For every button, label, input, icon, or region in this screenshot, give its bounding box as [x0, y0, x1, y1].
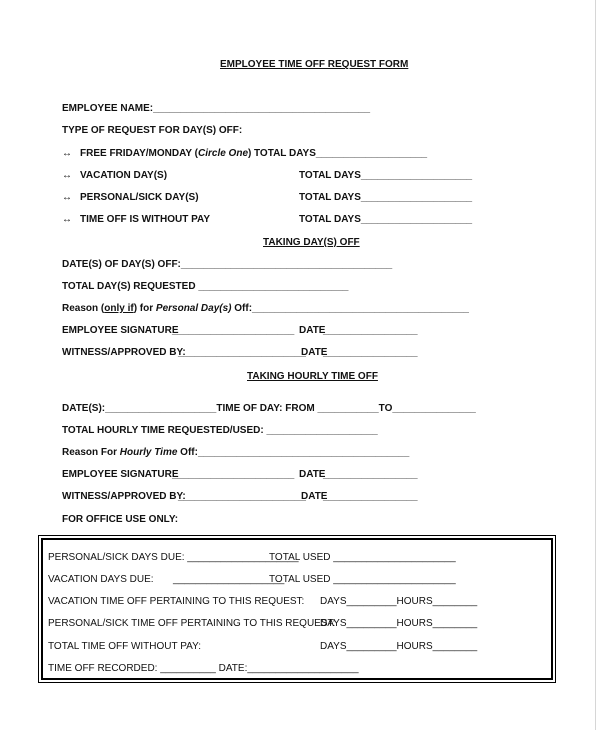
office-use-heading: FOR OFFICE USE ONLY: [62, 514, 179, 525]
page-edge-line [595, 0, 596, 730]
option-free-friday-label: FREE FRIDAY/MONDAY ( [80, 148, 198, 159]
option-free-friday-circle-one: Circle One [197, 148, 249, 159]
option-vacation-total[interactable]: TOTAL DAYS____________________ [299, 170, 473, 181]
hourly-signature-date-label: DATE [299, 469, 326, 480]
taking-days-heading: TAKING DAY(S) OFF [263, 237, 360, 248]
option-free-friday[interactable] [80, 148, 251, 160]
type-of-request-label: TYPE OF REQUEST FOR DAY(S) OFF: [62, 125, 243, 136]
hourly-reason-suffix: Off:______________________________________ [177, 447, 410, 458]
personal-total-used-field[interactable]: TOTAL USED ______________________ [269, 552, 456, 563]
hourly-employee-signature-label: EMPLOYEE SIGNATURE [62, 469, 179, 480]
employee-signature-line[interactable]: ______________________ [172, 325, 295, 336]
time-from-line[interactable]: ___________ [317, 403, 379, 414]
employee-signature-label: EMPLOYEE SIGNATURE [62, 325, 179, 336]
hourly-dates-line[interactable]: ____________________ [105, 403, 217, 414]
reason-prefix: Reason ( [62, 303, 105, 314]
vacation-request-label: VACATION TIME OFF PERTAINING TO THIS REQUEST: [48, 596, 305, 607]
recorded-date-label: DATE: [215, 663, 248, 674]
taking-hourly-heading: TAKING HOURLY TIME OFF [247, 371, 378, 382]
signature-date-line[interactable]: _________________ [323, 325, 418, 336]
time-off-recorded-field[interactable] [48, 663, 359, 675]
option-without-pay[interactable]: TIME OFF IS WITHOUT PAY [80, 214, 210, 225]
hourly-witness-label: WITNESS/APPROVED BY: [62, 491, 186, 502]
bullet-icon: ↔ [62, 170, 72, 181]
reason-suffix: Off:_______________________________________ [231, 303, 469, 314]
reason-personal-days: Personal Day(s) [155, 303, 232, 314]
signature-date-label: DATE [299, 325, 326, 336]
option-free-friday-paren: ) [248, 148, 252, 159]
hourly-dates-label: DATE(S): [62, 403, 106, 414]
total-days-requested-field[interactable]: TOTAL DAY(S) REQUESTED ___________________________ [62, 281, 349, 292]
vacation-days-due-field[interactable]: VACATION DAYS DUE: ____________________ [48, 574, 285, 585]
hourly-dates-field[interactable] [62, 403, 476, 415]
hourly-witness-date-label: DATE [301, 491, 328, 502]
witness-date-label: DATE [301, 347, 328, 358]
without-pay-days-hours[interactable]: DAYS_________HOURS________ [320, 641, 478, 652]
vacation-request-days-hours[interactable]: DAYS_________HOURS________ [320, 596, 478, 607]
option-vacation[interactable]: VACATION DAY(S) [80, 170, 168, 181]
recorded-date-line[interactable]: ____________________ [247, 663, 359, 674]
bullet-icon: ↔ [62, 148, 72, 159]
without-pay-label: TOTAL TIME OFF WITHOUT PAY: [48, 641, 201, 652]
witness-date-line[interactable]: _________________ [323, 347, 418, 358]
employee-name-field[interactable]: EMPLOYEE NAME:_______________________________________ [62, 103, 371, 114]
hourly-reason-hourly-time: Hourly Time [119, 447, 178, 458]
vacation-total-used-field[interactable]: TOTAL USED ______________________ [269, 574, 456, 585]
hourly-reason-prefix: Reason For [62, 447, 120, 458]
hourly-witness-line[interactable]: _______________________ [178, 491, 306, 502]
reason-only-if: only if [104, 303, 134, 314]
time-from-label: TIME OF DAY: FROM [216, 403, 318, 414]
hourly-employee-signature-line[interactable]: ______________________ [172, 469, 295, 480]
hourly-witness-date-line[interactable]: _________________ [323, 491, 418, 502]
personal-request-days-hours[interactable]: DAYS_________HOURS________ [320, 618, 478, 629]
personal-request-label: PERSONAL/SICK TIME OFF PERTAINING TO THIS REQUEST: [48, 618, 336, 629]
hourly-signature-date-line[interactable]: _________________ [323, 469, 418, 480]
witness-line[interactable]: _______________________ [178, 347, 306, 358]
hourly-reason-field[interactable] [62, 447, 409, 459]
personal-days-due-field[interactable]: PERSONAL/SICK DAYS DUE: ____________________ [48, 552, 299, 563]
option-personal-sick[interactable]: PERSONAL/SICK DAY(S) [80, 192, 199, 203]
bullet-icon: ↔ [62, 214, 72, 225]
option-free-friday-total[interactable]: TOTAL DAYS____________________ [254, 148, 428, 159]
personal-reason-field[interactable] [62, 303, 469, 315]
bullet-icon: ↔ [62, 192, 72, 203]
option-personal-sick-total[interactable]: TOTAL DAYS____________________ [299, 192, 473, 203]
recorded-label: TIME OFF RECORDED: [48, 663, 161, 674]
form-title: EMPLOYEE TIME OFF REQUEST FORM [220, 59, 409, 70]
time-to-label: TO [378, 403, 393, 414]
reason-mid: ) for [133, 303, 156, 314]
recorded-line[interactable]: __________ [160, 663, 216, 674]
total-hourly-field[interactable]: TOTAL HOURLY TIME REQUESTED/USED: ____________________ [62, 425, 378, 436]
option-without-pay-total[interactable]: TOTAL DAYS____________________ [299, 214, 473, 225]
time-to-line[interactable]: _______________ [392, 403, 476, 414]
witness-label: WITNESS/APPROVED BY: [62, 347, 186, 358]
days-off-dates-field[interactable]: DATE(S) OF DAY(S) OFF:______________________________________ [62, 259, 393, 270]
